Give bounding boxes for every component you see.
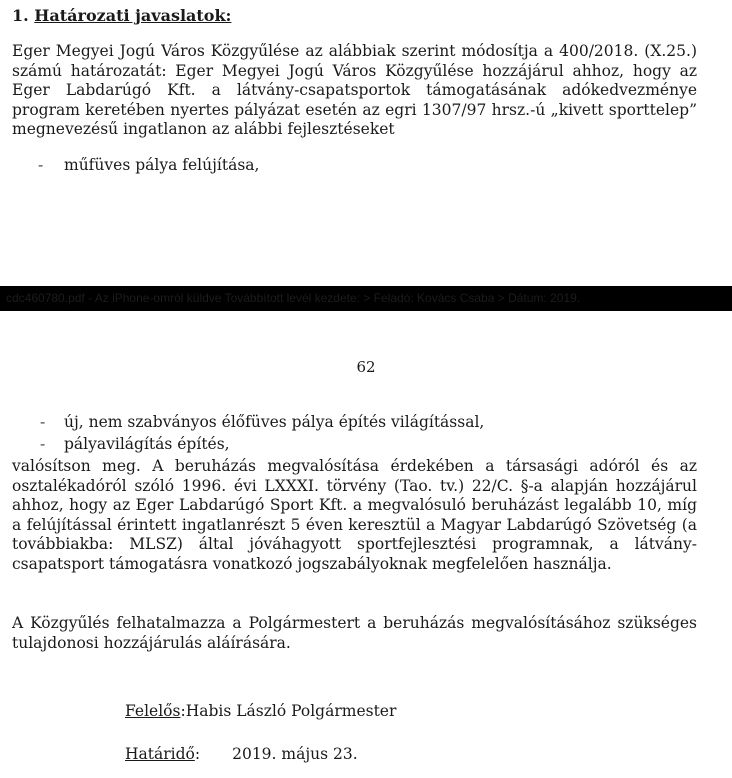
responsible-value: Habis László Polgármester (185, 702, 397, 720)
page-number: 62 (356, 358, 376, 376)
authorization-paragraph: A Közgyűlés felhatalmazza a Polgármestert a beruházás megvalósításához szükséges tulajdonosi hozzájárulás aláírására. (12, 614, 697, 652)
list-dash: - (38, 156, 44, 174)
deadline-label: Határidő (125, 745, 195, 763)
section-number: 1. (12, 6, 29, 25)
responsible-label: Felelős (125, 702, 181, 720)
list-dash: - (40, 435, 46, 453)
deadline-value: 2019. május 23. (232, 745, 358, 763)
deadline-separator: : (194, 745, 201, 763)
page-break-banner (0, 286, 732, 311)
list-item-text: műfüves pálya felújítása, (64, 156, 260, 174)
list-item-text: pályavilágítás építés, (64, 435, 230, 453)
section-title: Határozati javaslatok: (34, 6, 232, 25)
list-item-text: új, nem szabványos élőfüves pálya építés világítással, (64, 413, 485, 431)
section-heading (12, 6, 231, 25)
banner-text: cdc460780.pdf - Az iPhone-omról küldve Továbbított levél kezdete: > Feladó: Kovács Csaba > Dátum: 2019. (6, 291, 581, 305)
continuation-paragraph: valósítson meg. A beruházás megvalósítása érdekében a társasági adóról és az osztalékadóról szóló 1996. évi LXXXI. törvény (Tao. tv.) 22/C. §-a alapján hozzájárul ahhoz, hogy az Eger Labdarúgó Sport Kft. a megvalósuló beruházást legalább 10, míg a felújítással érintett ingatlanrészt 5 éven keresztül a Magyar Labdarúgó Szövetség (a továbbiakba: MLSZ) által jóváhagyott sportfejlesztési programnak, a látvány-csapatsport támogatásra vonatkozó jogszabályoknak megfelelően használja. (12, 457, 697, 573)
responsible-line (125, 702, 396, 722)
deadline-line (125, 745, 358, 765)
responsible-separator: : (180, 702, 186, 720)
list-dash: - (40, 413, 46, 431)
intro-paragraph: Eger Megyei Jogú Város Közgyűlése az alábbiak szerint módosítja a 400/2018. (X.25.) számú határozatát: Eger Megyei Jogú Város Közgyűlése hozzájárul ahhoz, hogy az Eger Labdarúgó Kft. a látvány-csapatsportok támogatásának adókedvezménye program keretében nyertes pályázat esetén az egri 1307/97 hrsz.-ú „kivett sporttelep” megnevezésű ingatlanon az alábbi fejlesztéseket (12, 42, 697, 138)
